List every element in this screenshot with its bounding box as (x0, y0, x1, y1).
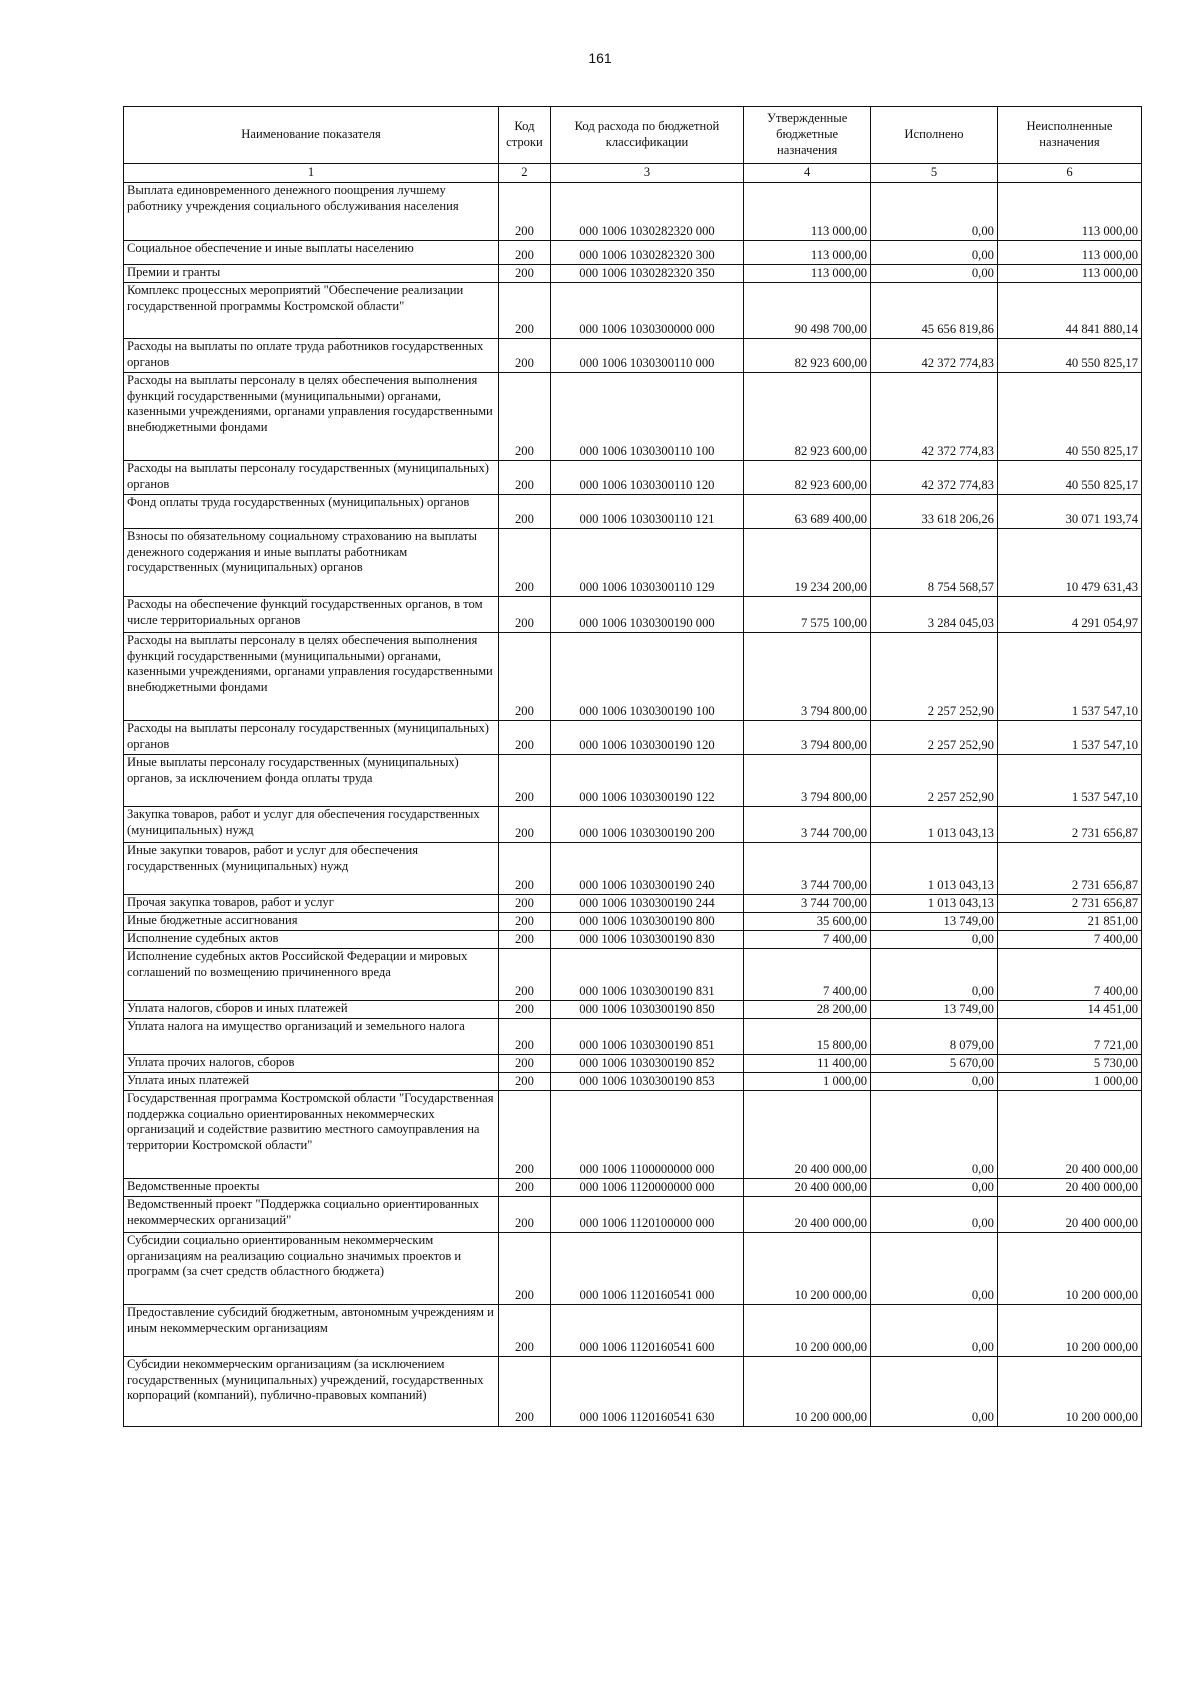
executed-amount: 3 284 045,03 (871, 597, 998, 633)
table-row (124, 633, 1142, 721)
table-row (124, 1019, 1142, 1055)
table-row (124, 1357, 1142, 1427)
header-approved: Утвержденные бюджетные назначения (744, 107, 871, 164)
line-code: 200 (499, 1197, 551, 1233)
header-kbk: Код расхода по бюджетной классификации (550, 107, 743, 164)
table-row (124, 807, 1142, 843)
table-row (124, 755, 1142, 807)
table-row (124, 1001, 1142, 1019)
unexecuted-amount: 21 851,00 (997, 913, 1141, 931)
indicator-name: Иные выплаты персоналу государственных (муниципальных) органов, за исключением фонда оплаты труда (124, 755, 499, 807)
budget-code: 000 1006 1030300190 000 (550, 597, 743, 633)
indicator-name: Выплата единовременного денежного поощрения лучшему работнику учреждения социального обслуживания населения (124, 183, 499, 241)
approved-amount: 90 498 700,00 (744, 283, 871, 339)
table-row (124, 913, 1142, 931)
line-code: 200 (499, 895, 551, 913)
unexecuted-amount: 113 000,00 (997, 183, 1141, 241)
unexecuted-amount: 10 200 000,00 (997, 1233, 1141, 1305)
budget-code: 000 1006 1030300190 800 (550, 913, 743, 931)
unexecuted-amount: 113 000,00 (997, 265, 1141, 283)
unexecuted-amount: 44 841 880,14 (997, 283, 1141, 339)
indicator-name: Уплата налогов, сборов и иных платежей (124, 1001, 499, 1019)
indicator-name: Прочая закупка товаров, работ и услуг (124, 895, 499, 913)
line-code: 200 (499, 931, 551, 949)
executed-amount: 0,00 (871, 265, 998, 283)
budget-code: 000 1006 1030300110 120 (550, 461, 743, 495)
line-code: 200 (499, 1233, 551, 1305)
indicator-name: Закупка товаров, работ и услуг для обеспечения государственных (муниципальных) нужд (124, 807, 499, 843)
budget-code: 000 1006 1030300190 122 (550, 755, 743, 807)
line-code: 200 (499, 1019, 551, 1055)
budget-code: 000 1006 1030300190 120 (550, 721, 743, 755)
unexecuted-amount: 10 479 631,43 (997, 529, 1141, 597)
approved-amount: 3 744 700,00 (744, 807, 871, 843)
line-code: 200 (499, 1073, 551, 1091)
column-number: 3 (550, 164, 743, 183)
line-code: 200 (499, 633, 551, 721)
column-number: 1 (124, 164, 499, 183)
line-code: 200 (499, 1055, 551, 1073)
approved-amount: 20 400 000,00 (744, 1091, 871, 1179)
header-unexecuted: Неисполненные назначения (997, 107, 1141, 164)
column-numbers-row (124, 164, 1142, 183)
budget-code: 000 1006 1030300110 121 (550, 495, 743, 529)
budget-code: 000 1006 1030300190 851 (550, 1019, 743, 1055)
approved-amount: 3 794 800,00 (744, 721, 871, 755)
approved-amount: 7 400,00 (744, 931, 871, 949)
indicator-name: Премии и гранты (124, 265, 499, 283)
table-row (124, 1179, 1142, 1197)
line-code: 200 (499, 913, 551, 931)
unexecuted-amount: 1 000,00 (997, 1073, 1141, 1091)
table-row (124, 495, 1142, 529)
header-name: Наименование показателя (124, 107, 499, 164)
executed-amount: 0,00 (871, 241, 998, 265)
executed-amount: 0,00 (871, 1179, 998, 1197)
approved-amount: 3 744 700,00 (744, 843, 871, 895)
unexecuted-amount: 14 451,00 (997, 1001, 1141, 1019)
line-code: 200 (499, 461, 551, 495)
approved-amount: 20 400 000,00 (744, 1197, 871, 1233)
budget-code: 000 1006 1030282320 350 (550, 265, 743, 283)
table-row (124, 1091, 1142, 1179)
line-code: 200 (499, 495, 551, 529)
indicator-name: Государственная программа Костромской области "Государственная поддержка социально ориентированных некоммерческих организаций и содействие развитию местного самоуправления на территории Костромской области" (124, 1091, 499, 1179)
header-executed: Исполнено (871, 107, 998, 164)
budget-code: 000 1006 1030282320 000 (550, 183, 743, 241)
column-number: 6 (997, 164, 1141, 183)
budget-code: 000 1006 1120100000 000 (550, 1197, 743, 1233)
unexecuted-amount: 1 537 547,10 (997, 721, 1141, 755)
approved-amount: 28 200,00 (744, 1001, 871, 1019)
indicator-name: Ведомственные проекты (124, 1179, 499, 1197)
table-row (124, 931, 1142, 949)
line-code: 200 (499, 755, 551, 807)
budget-code: 000 1006 1100000000 000 (550, 1091, 743, 1179)
indicator-name: Уплата иных платежей (124, 1073, 499, 1091)
approved-amount: 10 200 000,00 (744, 1305, 871, 1357)
budget-code: 000 1006 1030300190 200 (550, 807, 743, 843)
approved-amount: 113 000,00 (744, 183, 871, 241)
table-row (124, 339, 1142, 373)
unexecuted-amount: 7 400,00 (997, 949, 1141, 1001)
line-code: 200 (499, 1001, 551, 1019)
indicator-name: Расходы на выплаты персоналу государственных (муниципальных) органов (124, 461, 499, 495)
table-row (124, 1073, 1142, 1091)
budget-code: 000 1006 1030300190 100 (550, 633, 743, 721)
indicator-name: Расходы на выплаты персоналу в целях обеспечения выполнения функций государственными (муниципальными) органами, казенными учреждениями, органами управления государственными внебюджетными фондами (124, 633, 499, 721)
indicator-name: Расходы на выплаты персоналу в целях обеспечения выполнения функций государственными (муниципальными) органами, казенными учреждениями, органами управления государственными внебюджетными фондами (124, 373, 499, 461)
indicator-name: Фонд оплаты труда государственных (муниципальных) органов (124, 495, 499, 529)
budget-code: 000 1006 1030300190 852 (550, 1055, 743, 1073)
executed-amount: 45 656 819,86 (871, 283, 998, 339)
approved-amount: 3 794 800,00 (744, 633, 871, 721)
executed-amount: 0,00 (871, 183, 998, 241)
indicator-name: Исполнение судебных актов (124, 931, 499, 949)
indicator-name: Исполнение судебных актов Российской Федерации и мировых соглашений по возмещению причиненного вреда (124, 949, 499, 1001)
executed-amount: 33 618 206,26 (871, 495, 998, 529)
approved-amount: 7 575 100,00 (744, 597, 871, 633)
executed-amount: 13 749,00 (871, 1001, 998, 1019)
executed-amount: 42 372 774,83 (871, 461, 998, 495)
unexecuted-amount: 113 000,00 (997, 241, 1141, 265)
line-code: 200 (499, 283, 551, 339)
line-code: 200 (499, 807, 551, 843)
line-code: 200 (499, 1091, 551, 1179)
unexecuted-amount: 7 721,00 (997, 1019, 1141, 1055)
budget-code: 000 1006 1030300110 100 (550, 373, 743, 461)
budget-code: 000 1006 1120160541 630 (550, 1357, 743, 1427)
budget-code: 000 1006 1030300190 853 (550, 1073, 743, 1091)
unexecuted-amount: 4 291 054,97 (997, 597, 1141, 633)
approved-amount: 1 000,00 (744, 1073, 871, 1091)
table-row (124, 895, 1142, 913)
table-row (124, 461, 1142, 495)
page-number: 161 (588, 50, 612, 66)
approved-amount: 20 400 000,00 (744, 1179, 871, 1197)
executed-amount: 8 754 568,57 (871, 529, 998, 597)
table-row (124, 265, 1142, 283)
indicator-name: Уплата налога на имущество организаций и земельного налога (124, 1019, 499, 1055)
executed-amount: 5 670,00 (871, 1055, 998, 1073)
budget-code: 000 1006 1030300110 000 (550, 339, 743, 373)
table-row (124, 597, 1142, 633)
budget-code: 000 1006 1030300190 240 (550, 843, 743, 895)
line-code: 200 (499, 1179, 551, 1197)
column-number: 4 (744, 164, 871, 183)
line-code: 200 (499, 1305, 551, 1357)
budget-code: 000 1006 1030300190 830 (550, 931, 743, 949)
executed-amount: 1 013 043,13 (871, 807, 998, 843)
executed-amount: 1 013 043,13 (871, 843, 998, 895)
line-code: 200 (499, 529, 551, 597)
table-row (124, 373, 1142, 461)
line-code: 200 (499, 265, 551, 283)
approved-amount: 82 923 600,00 (744, 373, 871, 461)
line-code: 200 (499, 1357, 551, 1427)
executed-amount: 42 372 774,83 (871, 339, 998, 373)
unexecuted-amount: 1 537 547,10 (997, 633, 1141, 721)
unexecuted-amount: 20 400 000,00 (997, 1179, 1141, 1197)
approved-amount: 63 689 400,00 (744, 495, 871, 529)
line-code: 200 (499, 721, 551, 755)
column-number: 5 (871, 164, 998, 183)
table-row (124, 721, 1142, 755)
budget-code: 000 1006 1030300190 831 (550, 949, 743, 1001)
table-header-row (124, 107, 1142, 164)
budget-code: 000 1006 1120000000 000 (550, 1179, 743, 1197)
executed-amount: 42 372 774,83 (871, 373, 998, 461)
executed-amount: 0,00 (871, 1073, 998, 1091)
executed-amount: 0,00 (871, 1091, 998, 1179)
table-row (124, 283, 1142, 339)
indicator-name: Иные бюджетные ассигнования (124, 913, 499, 931)
unexecuted-amount: 10 200 000,00 (997, 1357, 1141, 1427)
indicator-name: Взносы по обязательному социальному страхованию на выплаты денежного содержания и иные выплаты работникам государственных (муниципальных) органов (124, 529, 499, 597)
indicator-name: Ведомственный проект "Поддержка социально ориентированных некоммерческих организаций" (124, 1197, 499, 1233)
unexecuted-amount: 10 200 000,00 (997, 1305, 1141, 1357)
executed-amount: 0,00 (871, 1305, 998, 1357)
approved-amount: 19 234 200,00 (744, 529, 871, 597)
executed-amount: 2 257 252,90 (871, 633, 998, 721)
unexecuted-amount: 40 550 825,17 (997, 373, 1141, 461)
table-row (124, 843, 1142, 895)
approved-amount: 3 744 700,00 (744, 895, 871, 913)
approved-amount: 10 200 000,00 (744, 1233, 871, 1305)
unexecuted-amount: 2 731 656,87 (997, 843, 1141, 895)
table-row (124, 183, 1142, 241)
line-code: 200 (499, 949, 551, 1001)
budget-code: 000 1006 1120160541 600 (550, 1305, 743, 1357)
executed-amount: 0,00 (871, 1197, 998, 1233)
approved-amount: 113 000,00 (744, 265, 871, 283)
table-row (124, 949, 1142, 1001)
budget-code: 000 1006 1030282320 300 (550, 241, 743, 265)
executed-amount: 2 257 252,90 (871, 755, 998, 807)
budget-code: 000 1006 1030300190 244 (550, 895, 743, 913)
unexecuted-amount: 20 400 000,00 (997, 1091, 1141, 1179)
unexecuted-amount: 5 730,00 (997, 1055, 1141, 1073)
indicator-name: Социальное обеспечение и иные выплаты населению (124, 241, 499, 265)
line-code: 200 (499, 597, 551, 633)
executed-amount: 13 749,00 (871, 913, 998, 931)
indicator-name: Субсидии социально ориентированным некоммерческим организациям на реализацию социально значимых проектов и программ (за счет средств областного бюджета) (124, 1233, 499, 1305)
indicator-name: Расходы на выплаты по оплате труда работников государственных органов (124, 339, 499, 373)
indicator-name: Иные закупки товаров, работ и услуг для обеспечения государственных (муниципальных) нужд (124, 843, 499, 895)
line-code: 200 (499, 373, 551, 461)
unexecuted-amount: 40 550 825,17 (997, 339, 1141, 373)
approved-amount: 11 400,00 (744, 1055, 871, 1073)
indicator-name: Субсидии некоммерческим организациям (за исключением государственных (муниципальных) учреждений, государственных корпораций (компаний), публично-правовых компаний) (124, 1357, 499, 1427)
indicator-name: Расходы на выплаты персоналу государственных (муниципальных) органов (124, 721, 499, 755)
table-row (124, 1233, 1142, 1305)
budget-code: 000 1006 1030300110 129 (550, 529, 743, 597)
approved-amount: 113 000,00 (744, 241, 871, 265)
indicator-name: Расходы на обеспечение функций государственных органов, в том числе территориальных органов (124, 597, 499, 633)
unexecuted-amount: 2 731 656,87 (997, 895, 1141, 913)
indicator-name: Комплекс процессных мероприятий "Обеспечение реализации государственной программы Костромской области" (124, 283, 499, 339)
approved-amount: 10 200 000,00 (744, 1357, 871, 1427)
executed-amount: 2 257 252,90 (871, 721, 998, 755)
approved-amount: 3 794 800,00 (744, 755, 871, 807)
budget-code: 000 1006 1030300190 850 (550, 1001, 743, 1019)
indicator-name: Уплата прочих налогов, сборов (124, 1055, 499, 1073)
approved-amount: 82 923 600,00 (744, 461, 871, 495)
executed-amount: 0,00 (871, 1357, 998, 1427)
executed-amount: 0,00 (871, 949, 998, 1001)
indicator-name: Предоставление субсидий бюджетным, автономным учреждениям и иным некоммерческим организациям (124, 1305, 499, 1357)
column-number: 2 (499, 164, 551, 183)
budget-code: 000 1006 1030300000 000 (550, 283, 743, 339)
executed-amount: 0,00 (871, 931, 998, 949)
table-row (124, 1305, 1142, 1357)
executed-amount: 8 079,00 (871, 1019, 998, 1055)
line-code: 200 (499, 183, 551, 241)
table-row (124, 1055, 1142, 1073)
approved-amount: 35 600,00 (744, 913, 871, 931)
table-row (124, 241, 1142, 265)
unexecuted-amount: 30 071 193,74 (997, 495, 1141, 529)
approved-amount: 15 800,00 (744, 1019, 871, 1055)
unexecuted-amount: 20 400 000,00 (997, 1197, 1141, 1233)
line-code: 200 (499, 241, 551, 265)
budget-code: 000 1006 1120160541 000 (550, 1233, 743, 1305)
line-code: 200 (499, 339, 551, 373)
executed-amount: 1 013 043,13 (871, 895, 998, 913)
unexecuted-amount: 7 400,00 (997, 931, 1141, 949)
unexecuted-amount: 1 537 547,10 (997, 755, 1141, 807)
table-row (124, 1197, 1142, 1233)
unexecuted-amount: 2 731 656,87 (997, 807, 1141, 843)
executed-amount: 0,00 (871, 1233, 998, 1305)
budget-execution-table (123, 106, 1142, 1427)
header-code: Код строки (499, 107, 551, 164)
line-code: 200 (499, 843, 551, 895)
approved-amount: 7 400,00 (744, 949, 871, 1001)
approved-amount: 82 923 600,00 (744, 339, 871, 373)
table-row (124, 529, 1142, 597)
unexecuted-amount: 40 550 825,17 (997, 461, 1141, 495)
